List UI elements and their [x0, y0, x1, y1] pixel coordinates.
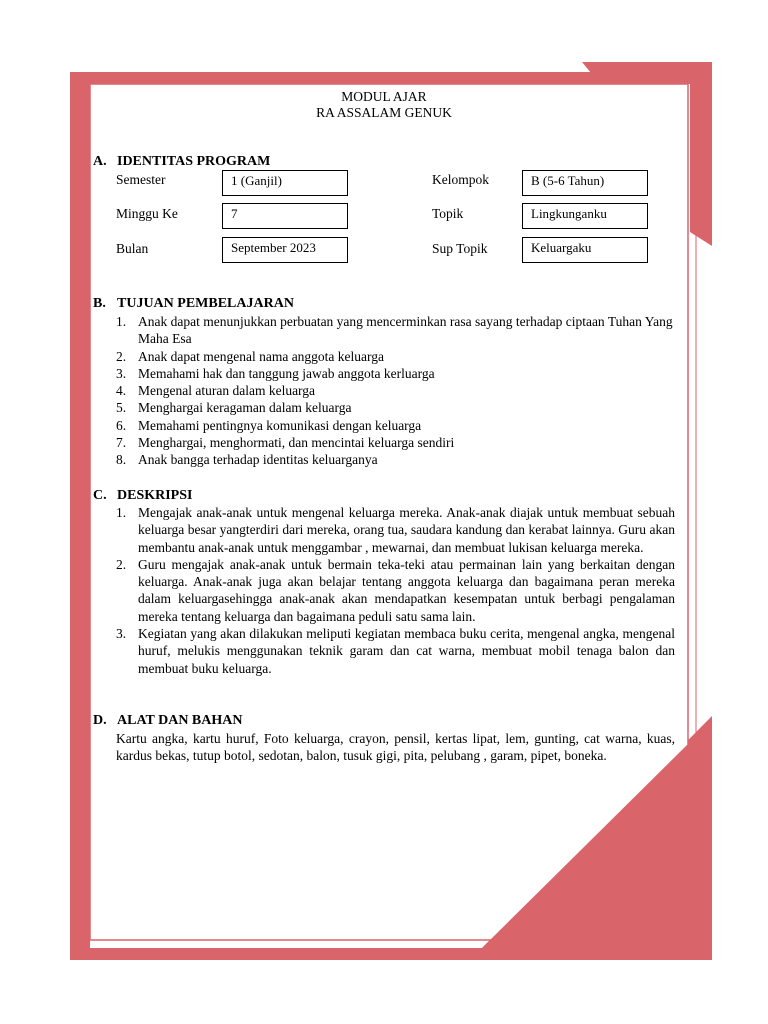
- tujuan-list: [116, 313, 675, 469]
- school-name: RA ASSALAM GENUK: [316, 105, 452, 120]
- item-number: 6.: [116, 417, 127, 433]
- list-item: [116, 417, 675, 434]
- item-text: Anak dapat mengenal nama anggota keluarga: [138, 348, 385, 364]
- section-d-letter: D.: [93, 713, 107, 728]
- item-text: Memahami pentingnya komunikasi dengan keluarga: [138, 417, 422, 433]
- section-c-title: DESKRIPSI: [117, 488, 193, 503]
- alat-text: Kartu angka, kartu huruf, Foto keluarga, crayon, pensil, kertas lipat, lem, gunting, cat warna, kuas, kardus bekas, tutup botol, sedotan, balon, tusuk gigi, pita, pelubang , garam, pipet, boneka.: [116, 731, 675, 764]
- list-item: [116, 348, 675, 365]
- document-title: MODUL AJAR: [341, 89, 427, 104]
- item-number: 2.: [116, 348, 127, 364]
- item-number: 2.: [116, 556, 127, 572]
- suptopik-label: Sup Topik: [432, 241, 488, 256]
- item-text: Menghargai, menghormati, dan mencintai keluarga sendiri: [138, 435, 455, 451]
- item-number: 5.: [116, 400, 127, 416]
- section-c-heading: [93, 487, 192, 504]
- section-c-letter: C.: [93, 488, 107, 503]
- section-a-letter: A.: [93, 154, 107, 169]
- section-a-heading: [93, 153, 270, 170]
- list-item: [116, 625, 675, 677]
- suptopik-value: Keluargaku: [522, 237, 648, 263]
- list-item: [116, 451, 675, 468]
- section-a-title: IDENTITAS PROGRAM: [117, 154, 271, 169]
- section-b-letter: B.: [93, 296, 106, 311]
- item-text: Anak bangga terhadap identitas keluarganya: [138, 452, 378, 468]
- item-text: Anak dapat menunjukkan perbuatan yang mencerminkan rasa sayang terhadap ciptaan Tuhan Yang Maha Esa: [138, 314, 673, 347]
- item-number: 7.: [116, 435, 127, 451]
- item-text: Menghargai keragaman dalam keluarga: [138, 400, 352, 416]
- kelompok-value: B (5-6 Tahun): [522, 170, 648, 196]
- semester-label: Semester: [116, 172, 166, 187]
- list-item: [116, 382, 675, 399]
- item-number: 8.: [116, 452, 127, 468]
- item-number: 4.: [116, 383, 127, 399]
- item-number: 1.: [116, 505, 127, 520]
- item-text: Kegiatan yang akan dilakukan meliputi kegiatan membaca buku cerita, mengenal angka, mengenal huruf, melukis menggunakan teknik garam dan cat warna, membuat mobil tenaga balon dan membuat buku keluarga.: [138, 626, 675, 676]
- section-b-title: TUJUAN PEMBELAJARAN: [117, 296, 294, 311]
- list-item: [116, 399, 675, 416]
- list-item: [116, 434, 675, 451]
- item-number: 3.: [116, 365, 127, 381]
- topik-value: Lingkunganku: [522, 203, 648, 229]
- topik-label: Topik: [432, 206, 464, 221]
- item-number: 3.: [116, 626, 127, 642]
- deskripsi-list: [116, 504, 675, 677]
- item-text: Mengenal aturan dalam keluarga: [138, 383, 316, 399]
- item-text: Memahami hak dan tanggung jawab anggota kerluarga: [138, 365, 435, 381]
- section-b-heading: [93, 295, 294, 312]
- left-strip: [70, 72, 90, 960]
- kelompok-label: Kelompok: [432, 172, 489, 187]
- section-d-heading: [93, 712, 243, 729]
- item-number: 1.: [116, 314, 127, 329]
- bulan-value: September 2023: [222, 237, 348, 263]
- list-item: [116, 504, 675, 556]
- list-item: [116, 313, 675, 348]
- item-text: Mengajak anak-anak untuk mengenal keluarga mereka. Anak-anak diajak untuk membuat sebuah keluarga besar yangterdiri dari mereka, orang tua, saudara kandung dan kerabat lainnya. Guru akan membantu anak-anak untuk menggambar , mewarnai, dan membuat lukisan keluarga mereka.: [138, 505, 675, 555]
- list-item: [116, 556, 675, 625]
- list-item: [116, 365, 675, 382]
- item-text: Guru mengajak anak-anak untuk bermain teka-teki atau permainan lain yang berkaitan dengan keluarga. Anak-anak juga akan belajar tentang anggota keluarga dan bagaimana peran mereka dalam keluargasehingga anak-anak akan mendapatkan kesempatan untuk berbagi pengalaman mereka tentang keluarga dan bagaimana peduli satu sama lain.: [138, 556, 675, 624]
- minggu-value: 7: [222, 203, 348, 229]
- minggu-label: Minggu Ke: [116, 206, 178, 221]
- semester-value: 1 (Ganjil): [222, 170, 348, 196]
- section-d-title: ALAT DAN BAHAN: [117, 713, 243, 728]
- bulan-label: Bulan: [116, 241, 149, 256]
